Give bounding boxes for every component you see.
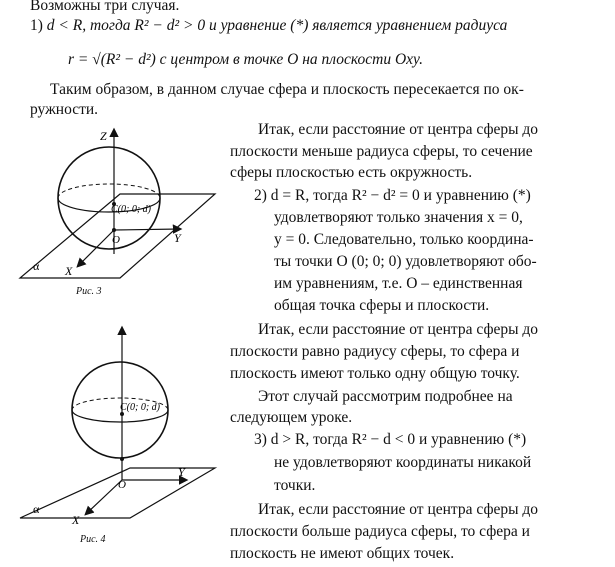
para4-line1: Этот случай рассмотрим подробнее на [258, 388, 513, 405]
label-y: Y [174, 231, 181, 245]
case3-line2: не удовлетворяют координаты никакой [274, 454, 532, 471]
para3-line3: плоскость имеют только одну общую точку. [230, 365, 520, 382]
intro-text: Возможны три случая. [30, 0, 180, 14]
para5-line3: плоскость не имеют общих точек. [230, 545, 455, 562]
label-alpha: α [33, 259, 40, 273]
case1-condition: d < R, тогда R² − d² > 0 и уравнение (*) является уравнением радиуса [46, 17, 508, 34]
para5-line1: Итак, если расстояние от центра сферы до [258, 501, 539, 518]
para3-line1: Итак, если расстояние от центра сферы до [258, 321, 539, 338]
equator-back [58, 184, 160, 198]
case1-radius-formula: r = √(R² − d²) с центром в точке O на плоскости Oxy. [68, 51, 423, 68]
para3-line2: плоскости равно радиусу сферы, то сфера и [230, 343, 520, 360]
figure-3-sphere-plane [10, 118, 230, 298]
case2-line1: 2) d = R, тогда R² − d² = 0 и уравнению (*) [254, 187, 531, 204]
case2-line6: общая точка сферы и плоскости. [274, 297, 490, 314]
para1-line2: ружности. [30, 101, 99, 118]
case2-line5: им уравнениям, т.е. O – единственная [274, 275, 523, 292]
case2-line4: ты точки O (0; 0; 0) удовлетворяют обо- [274, 253, 537, 270]
label-c: C(0; 0; d) [111, 204, 151, 215]
figure-4-caption: Рис. 4 [80, 534, 106, 545]
case3-line3: точки. [274, 477, 316, 494]
para2-line1: Итак, если расстояние от центра сферы до [258, 121, 539, 138]
origin-point [112, 228, 116, 232]
label-z: Z [100, 129, 107, 143]
para2-line3: сферы плоскостью есть окружность. [230, 164, 473, 181]
case2-line3: y = 0. Следовательно, только координа- [274, 231, 534, 248]
sphere-outline [58, 147, 160, 249]
tangent-point [120, 457, 124, 461]
para1-line1: Таким образом, в данном случае сфера и плоскость пересекается по ок- [50, 81, 524, 98]
label-o: O [112, 234, 120, 246]
label-c: C(0; 0; d) [120, 402, 160, 413]
x-axis [78, 230, 114, 266]
label-y: Y [178, 465, 185, 479]
case1-line1 [30, 16, 507, 36]
label-x: X [65, 264, 73, 278]
figure-4-sphere-touching-plane [10, 318, 230, 528]
figure-3-caption: Рис. 3 [76, 286, 102, 297]
label-x: X [72, 513, 80, 527]
label-alpha: α [33, 502, 40, 516]
case1-number: 1) [30, 17, 43, 34]
para2-line2: плоскости меньше радиуса сферы, то сечение [230, 143, 533, 160]
case2-line2: удовлетворяют только значения x = 0, [274, 209, 523, 226]
plane-alpha [20, 468, 215, 518]
y-axis [114, 229, 180, 230]
para5-line2: плоскости больше радиуса сферы, то сфера и [230, 523, 530, 540]
case3-line1: 3) d > R, тогда R² − d < 0 и уравнению (*) [254, 431, 527, 448]
label-o: O [118, 479, 126, 491]
para4-line2: следующем уроке. [230, 409, 353, 426]
